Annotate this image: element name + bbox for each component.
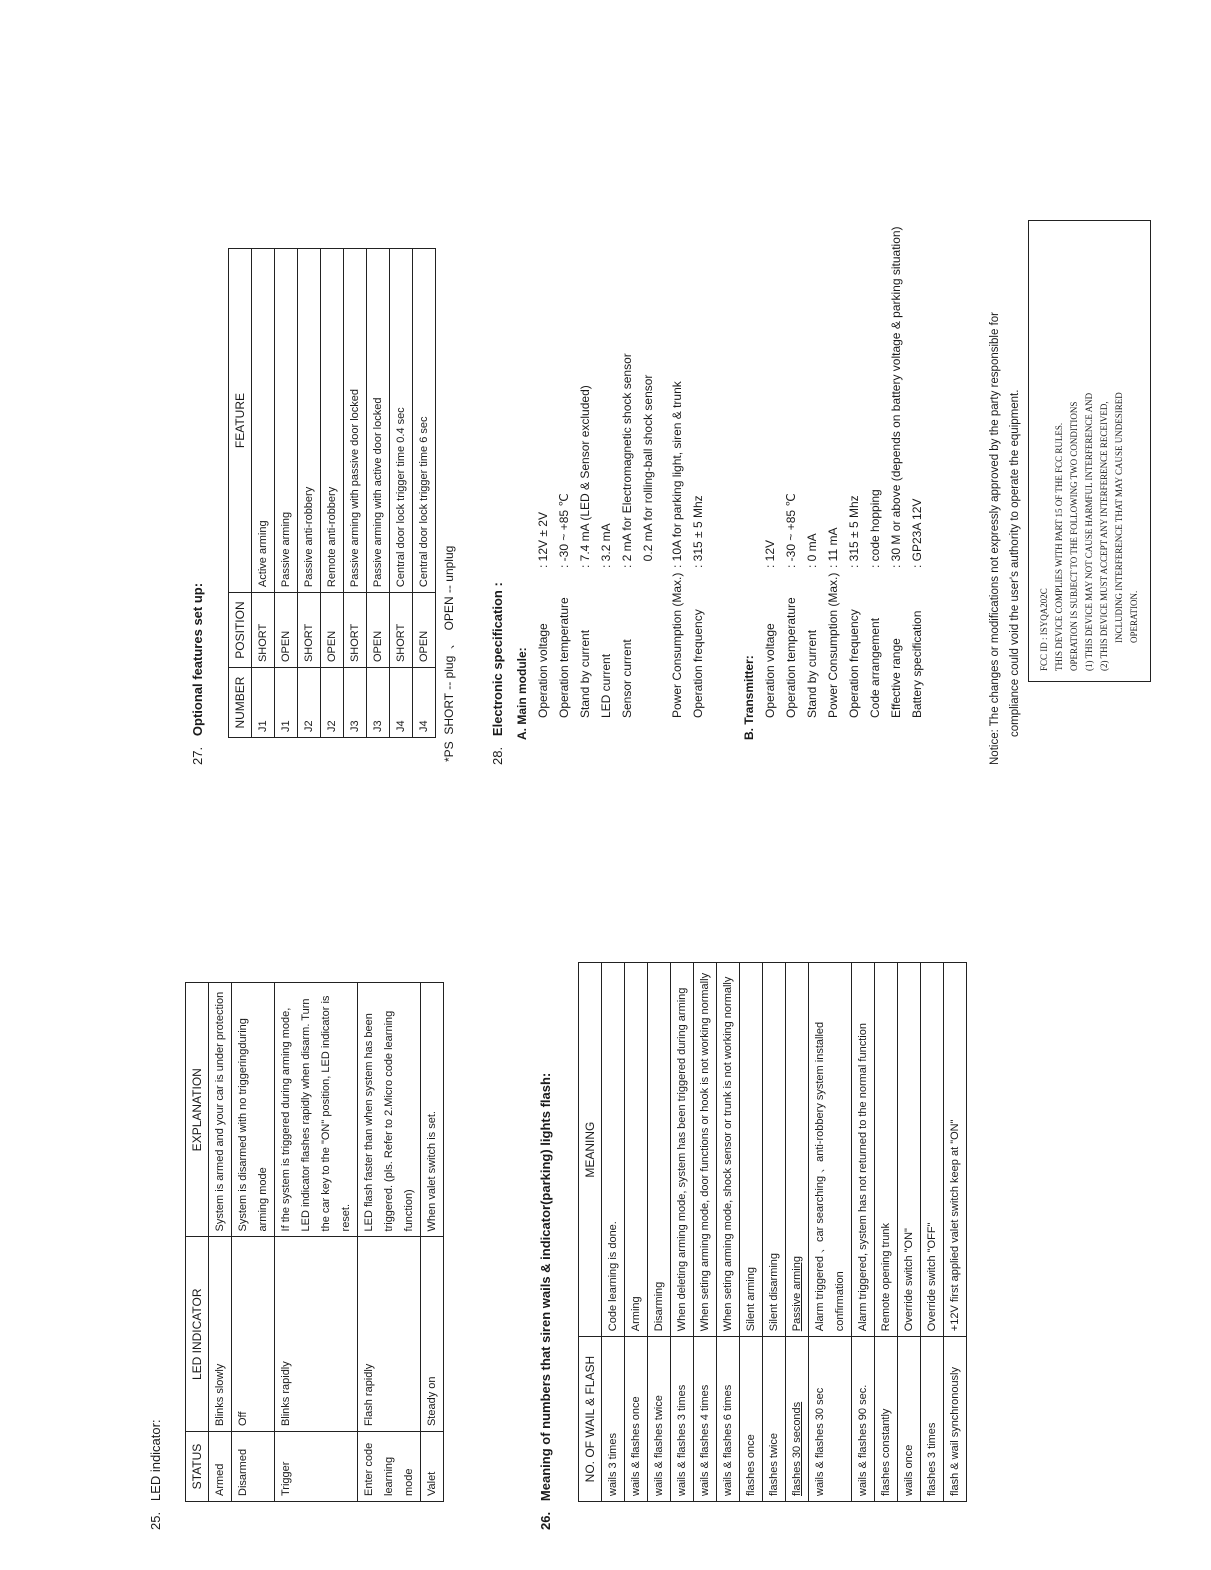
spec-row xyxy=(760,226,781,718)
spec-row xyxy=(638,226,659,718)
meaning-cell: Passive arming xyxy=(786,963,809,1337)
count-cell: wails & flashes 30 sec xyxy=(809,1337,852,1502)
fcc-compliance-box xyxy=(1028,220,1151,682)
led-indicator-table xyxy=(185,982,444,1502)
spec-row xyxy=(802,226,823,718)
optional-features-table xyxy=(228,248,436,738)
col-header: NO. OF WAIL & FLASH xyxy=(579,1337,602,1502)
section-title-text: Electronic specification : xyxy=(490,582,505,737)
status-cell: Valet xyxy=(421,1432,444,1502)
table-row xyxy=(898,963,921,1502)
feature-cell: Passive arming with active door locked xyxy=(367,249,390,593)
spec-row xyxy=(554,226,575,718)
table-row xyxy=(413,249,436,738)
col-header: MEANING xyxy=(579,963,602,1337)
jumper-cell: J3 xyxy=(367,668,390,738)
position-cell: OPEN xyxy=(367,593,390,668)
spec-value: : 3.2 mA xyxy=(599,523,613,568)
section-title-text: Meaning of numbers that siren wails & indicator(parking) lights flash: xyxy=(538,1072,553,1502)
spec-row xyxy=(575,226,596,718)
meaning-cell: Silent arming xyxy=(740,963,763,1337)
led-cell: Blinks rapidly xyxy=(275,1237,358,1432)
meaning-cell: Remote opening trunk xyxy=(875,963,898,1337)
table-row xyxy=(875,963,898,1502)
subsection-title: B. Transmitter: xyxy=(742,655,756,740)
table-row xyxy=(232,983,275,1502)
explanation-cell: LED flash faster than when system has been triggered. (pls. Refer to 2.Micro code learning function) xyxy=(358,983,421,1237)
fcc-line: OPERATION. xyxy=(1129,590,1139,643)
count-cell: wails & flashes 90 sec. xyxy=(852,1337,875,1502)
meaning-cell: Alarm triggered, system has not returned to the normal function xyxy=(852,963,875,1337)
wail-flash-table xyxy=(578,962,967,1502)
feature-cell: Passive anti-robbery xyxy=(298,249,321,593)
spec-value: : 11 mA xyxy=(826,527,840,568)
table-row xyxy=(321,249,344,738)
meaning-cell: +12V first applied valet switch keep at "ON" xyxy=(944,963,967,1337)
jumper-cell: J2 xyxy=(321,668,344,738)
table-row xyxy=(209,983,232,1502)
spec-value: : 12V xyxy=(763,539,777,568)
position-cell: SHORT xyxy=(344,593,367,668)
count-cell: wails 3 times xyxy=(602,1337,625,1502)
explanation-cell: System is armed and your car is under protection xyxy=(209,983,232,1237)
spec-row xyxy=(617,226,638,718)
fcc-line: THIS DEVICE COMPLIES WITH PART 15 OF THE FCC RULES. xyxy=(1054,422,1064,671)
jumper-footnote: *PS SHORT -- plug 、 OPEN -- unplug xyxy=(442,545,456,762)
feature-cell: Active arming xyxy=(252,249,275,593)
table-row xyxy=(740,963,763,1502)
fcc-line: OPERATION IS SUBJECT TO THE FOLLOWING TWO CONDITIONS xyxy=(1069,401,1079,671)
spec-value: : 0 mA xyxy=(805,533,819,568)
spec-value: : 7.4 mA (LED & Sensor excluded) xyxy=(578,385,592,568)
spec-label: Operation voltage xyxy=(536,623,550,718)
notice-line: Notice: The changes or modifications not expressly approved by the party responsible for xyxy=(989,311,1001,765)
spec-label: Operation temperature xyxy=(784,597,798,718)
fcc-line: INCLUDING INTERFERENCE THAT MAY CAUSE UNDESIRED xyxy=(1114,392,1124,643)
table-row xyxy=(390,249,413,738)
spec-row xyxy=(886,226,907,718)
count-cell: flashes once xyxy=(740,1337,763,1502)
table-row xyxy=(275,983,358,1502)
jumper-cell: J4 xyxy=(390,668,413,738)
spec-label: Operation voltage xyxy=(763,623,777,718)
explanation-cell: If the system is triggered during arming mode, LED indicator flashes rapidly when disarm. Turn the car key to the "ON" position, LED indicator is reset. xyxy=(275,983,358,1237)
meaning-cell: Alarm triggered 、car searching 、anti-robbery system installed confirmation xyxy=(809,963,852,1337)
main-module-spec xyxy=(512,226,928,740)
spec-label: Operation frequency xyxy=(691,609,705,718)
meaning-cell: When deleting arming mode, system has been triggered during arming xyxy=(671,963,694,1337)
spec-label: Power Consumption (Max.) xyxy=(670,572,684,718)
table-row xyxy=(298,249,321,738)
position-cell: OPEN xyxy=(413,593,436,668)
section-number: 28. xyxy=(490,746,505,765)
spec-row xyxy=(844,226,865,718)
section-27-title xyxy=(190,583,205,765)
count-cell: wails & flashes 3 times xyxy=(671,1337,694,1502)
table-header-row xyxy=(186,983,209,1502)
count-cell: flash & wail synchronously xyxy=(944,1337,967,1502)
spec-value: : 2 mA for Electromagnetic shock sensor xyxy=(620,353,634,568)
table-row xyxy=(694,963,717,1502)
status-cell: Disarmed xyxy=(232,1432,275,1502)
count-cell: flashes 30 seconds xyxy=(786,1337,809,1502)
spec-label: Stand by current xyxy=(578,629,592,718)
jumper-cell: J1 xyxy=(275,668,298,738)
spec-value: : 30 M or above (depends on battery voltage & parking situation) xyxy=(889,226,903,568)
table-row xyxy=(344,249,367,738)
table-row xyxy=(786,963,809,1502)
position-cell: SHORT xyxy=(298,593,321,668)
section-number: 26. xyxy=(538,1511,553,1530)
spec-value: 0.2 mA for rolling-ball shock sensor xyxy=(641,374,655,568)
feature-cell: Central door lock trigger time 6 sec xyxy=(413,249,436,593)
jumper-cell: J4 xyxy=(413,668,436,738)
col-header: FEATURE xyxy=(229,249,252,593)
table-row xyxy=(358,983,421,1502)
spec-label: Battery specification xyxy=(910,610,924,718)
section-25-title xyxy=(148,1419,163,1530)
count-cell: flashes 3 times xyxy=(921,1337,944,1502)
spec-label: Sensor current xyxy=(620,639,634,718)
position-cell: SHORT xyxy=(390,593,413,668)
section-number: 25. xyxy=(148,1511,163,1530)
table-row xyxy=(367,249,390,738)
feature-cell: Remote anti-robbery xyxy=(321,249,344,593)
spec-value: : 315 ± 5 Mhz xyxy=(847,495,861,568)
notice-text xyxy=(985,312,1025,765)
fcc-line: (2) THIS DEVICE MUST ACCEPT ANY INTERFERENCE RECEIVED, xyxy=(1099,401,1109,671)
led-cell: Steady on xyxy=(421,1237,444,1432)
meaning-cell: Arming xyxy=(625,963,648,1337)
jumper-cell: J1 xyxy=(252,668,275,738)
fcc-id: FCC ID : ISYQA202C xyxy=(1039,588,1049,671)
section-number: 27. xyxy=(190,746,205,765)
table-row xyxy=(421,983,444,1502)
position-cell: OPEN xyxy=(275,593,298,668)
count-cell: wails & flashes 6 times xyxy=(717,1337,740,1502)
meaning-cell: When seting arming mode, door functions or hook is not working normally xyxy=(694,963,717,1337)
spec-row xyxy=(865,226,886,718)
meaning-cell: Disarming xyxy=(648,963,671,1337)
status-cell: Armed xyxy=(209,1432,232,1502)
count-cell: wails & flashes twice xyxy=(648,1337,671,1502)
table-row xyxy=(252,249,275,738)
meaning-cell: Code learning is done. xyxy=(602,963,625,1337)
spec-row xyxy=(596,226,617,718)
jumper-cell: J2 xyxy=(298,668,321,738)
spec-row xyxy=(823,226,844,718)
fcc-line: (1) THIS DEVICE MAY NOT CAUSE HARMFUL INTERFERENCE AND xyxy=(1084,392,1094,671)
meaning-cell: Override switch "OFF" xyxy=(921,963,944,1337)
count-cell: wails & flashes once xyxy=(625,1337,648,1502)
spec-label: LED current xyxy=(599,653,613,718)
status-cell: Enter code learning mode xyxy=(358,1432,421,1502)
spec-value: : -30 ~ +85 ℃ xyxy=(557,493,571,568)
spec-row xyxy=(688,226,709,718)
spec-label: Code arrangement xyxy=(868,617,882,718)
section-26-title xyxy=(538,1073,553,1530)
spec-row xyxy=(533,226,554,718)
section-28-title xyxy=(490,582,505,765)
meaning-cell: When seting arming mode, shock sensor or trunk is not working normally xyxy=(717,963,740,1337)
led-cell: Flash rapidly xyxy=(358,1237,421,1432)
spec-label: Effective range xyxy=(889,638,903,718)
col-header: EXPLANATION xyxy=(186,983,209,1237)
count-cell: wails once xyxy=(898,1337,921,1502)
explanation-cell: System is disarmed with no triggeringduring arming mode xyxy=(232,983,275,1237)
spec-label xyxy=(638,568,659,718)
table-row xyxy=(852,963,875,1502)
col-header: STATUS xyxy=(186,1432,209,1502)
table-row xyxy=(625,963,648,1502)
spec-label: Stand by current xyxy=(805,629,819,718)
table-row xyxy=(602,963,625,1502)
spec-row xyxy=(907,226,928,718)
feature-cell: Passive arming with passive door locked xyxy=(344,249,367,593)
spec-label: Operation frequency xyxy=(847,609,861,718)
position-cell: SHORT xyxy=(252,593,275,668)
table-header-row xyxy=(579,963,602,1502)
jumper-cell: J3 xyxy=(344,668,367,738)
table-row xyxy=(921,963,944,1502)
meaning-cell: Silent disarming xyxy=(763,963,786,1337)
table-row xyxy=(275,249,298,738)
feature-cell: Central door lock trigger time 0.4 sec xyxy=(390,249,413,593)
spec-value: : 315 ± 5 Mhz xyxy=(691,495,705,568)
count-cell: flashes constantly xyxy=(875,1337,898,1502)
position-cell: OPEN xyxy=(321,593,344,668)
meaning-cell: Override switch "ON" xyxy=(898,963,921,1337)
table-row xyxy=(944,963,967,1502)
subsection-title: A. Main module: xyxy=(515,647,529,740)
table-row xyxy=(648,963,671,1502)
table-row xyxy=(717,963,740,1502)
led-cell: Off xyxy=(232,1237,275,1432)
spec-row xyxy=(667,226,688,718)
status-cell: Trigger xyxy=(275,1432,358,1502)
spec-label: Operation temperature xyxy=(557,597,571,718)
count-cell: wails & flashes 4 times xyxy=(694,1337,717,1502)
section-title-text: Optional features set up: xyxy=(190,582,205,737)
count-cell: flashes twice xyxy=(763,1337,786,1502)
spec-value: : -30 ~ +85 ℃ xyxy=(784,493,798,568)
spec-value: : 10A for parking light, siren & trunk xyxy=(670,381,684,568)
feature-cell: Passive arming xyxy=(275,249,298,593)
section-title-text: LED indicator: xyxy=(148,1419,163,1502)
notice-line: compliance could void the user's authority to operate the equipment. xyxy=(1009,389,1021,737)
spec-row xyxy=(781,226,802,718)
table-row xyxy=(763,963,786,1502)
table-row xyxy=(671,963,694,1502)
explanation-cell: When valet switch is set. xyxy=(421,983,444,1237)
spec-value: : GP23A 12V xyxy=(910,498,924,568)
col-header: LED INDICATOR xyxy=(186,1237,209,1432)
table-row xyxy=(809,963,852,1502)
spec-value: : code hopping xyxy=(868,489,882,568)
led-cell: Blinks slowly xyxy=(209,1237,232,1432)
spec-value: : 12V ± 2V xyxy=(536,512,550,568)
table-header-row xyxy=(229,249,252,738)
col-header: POSITION xyxy=(229,593,252,668)
col-header: NUMBER xyxy=(229,668,252,738)
spec-label: Power Consumption (Max.) xyxy=(826,572,840,718)
